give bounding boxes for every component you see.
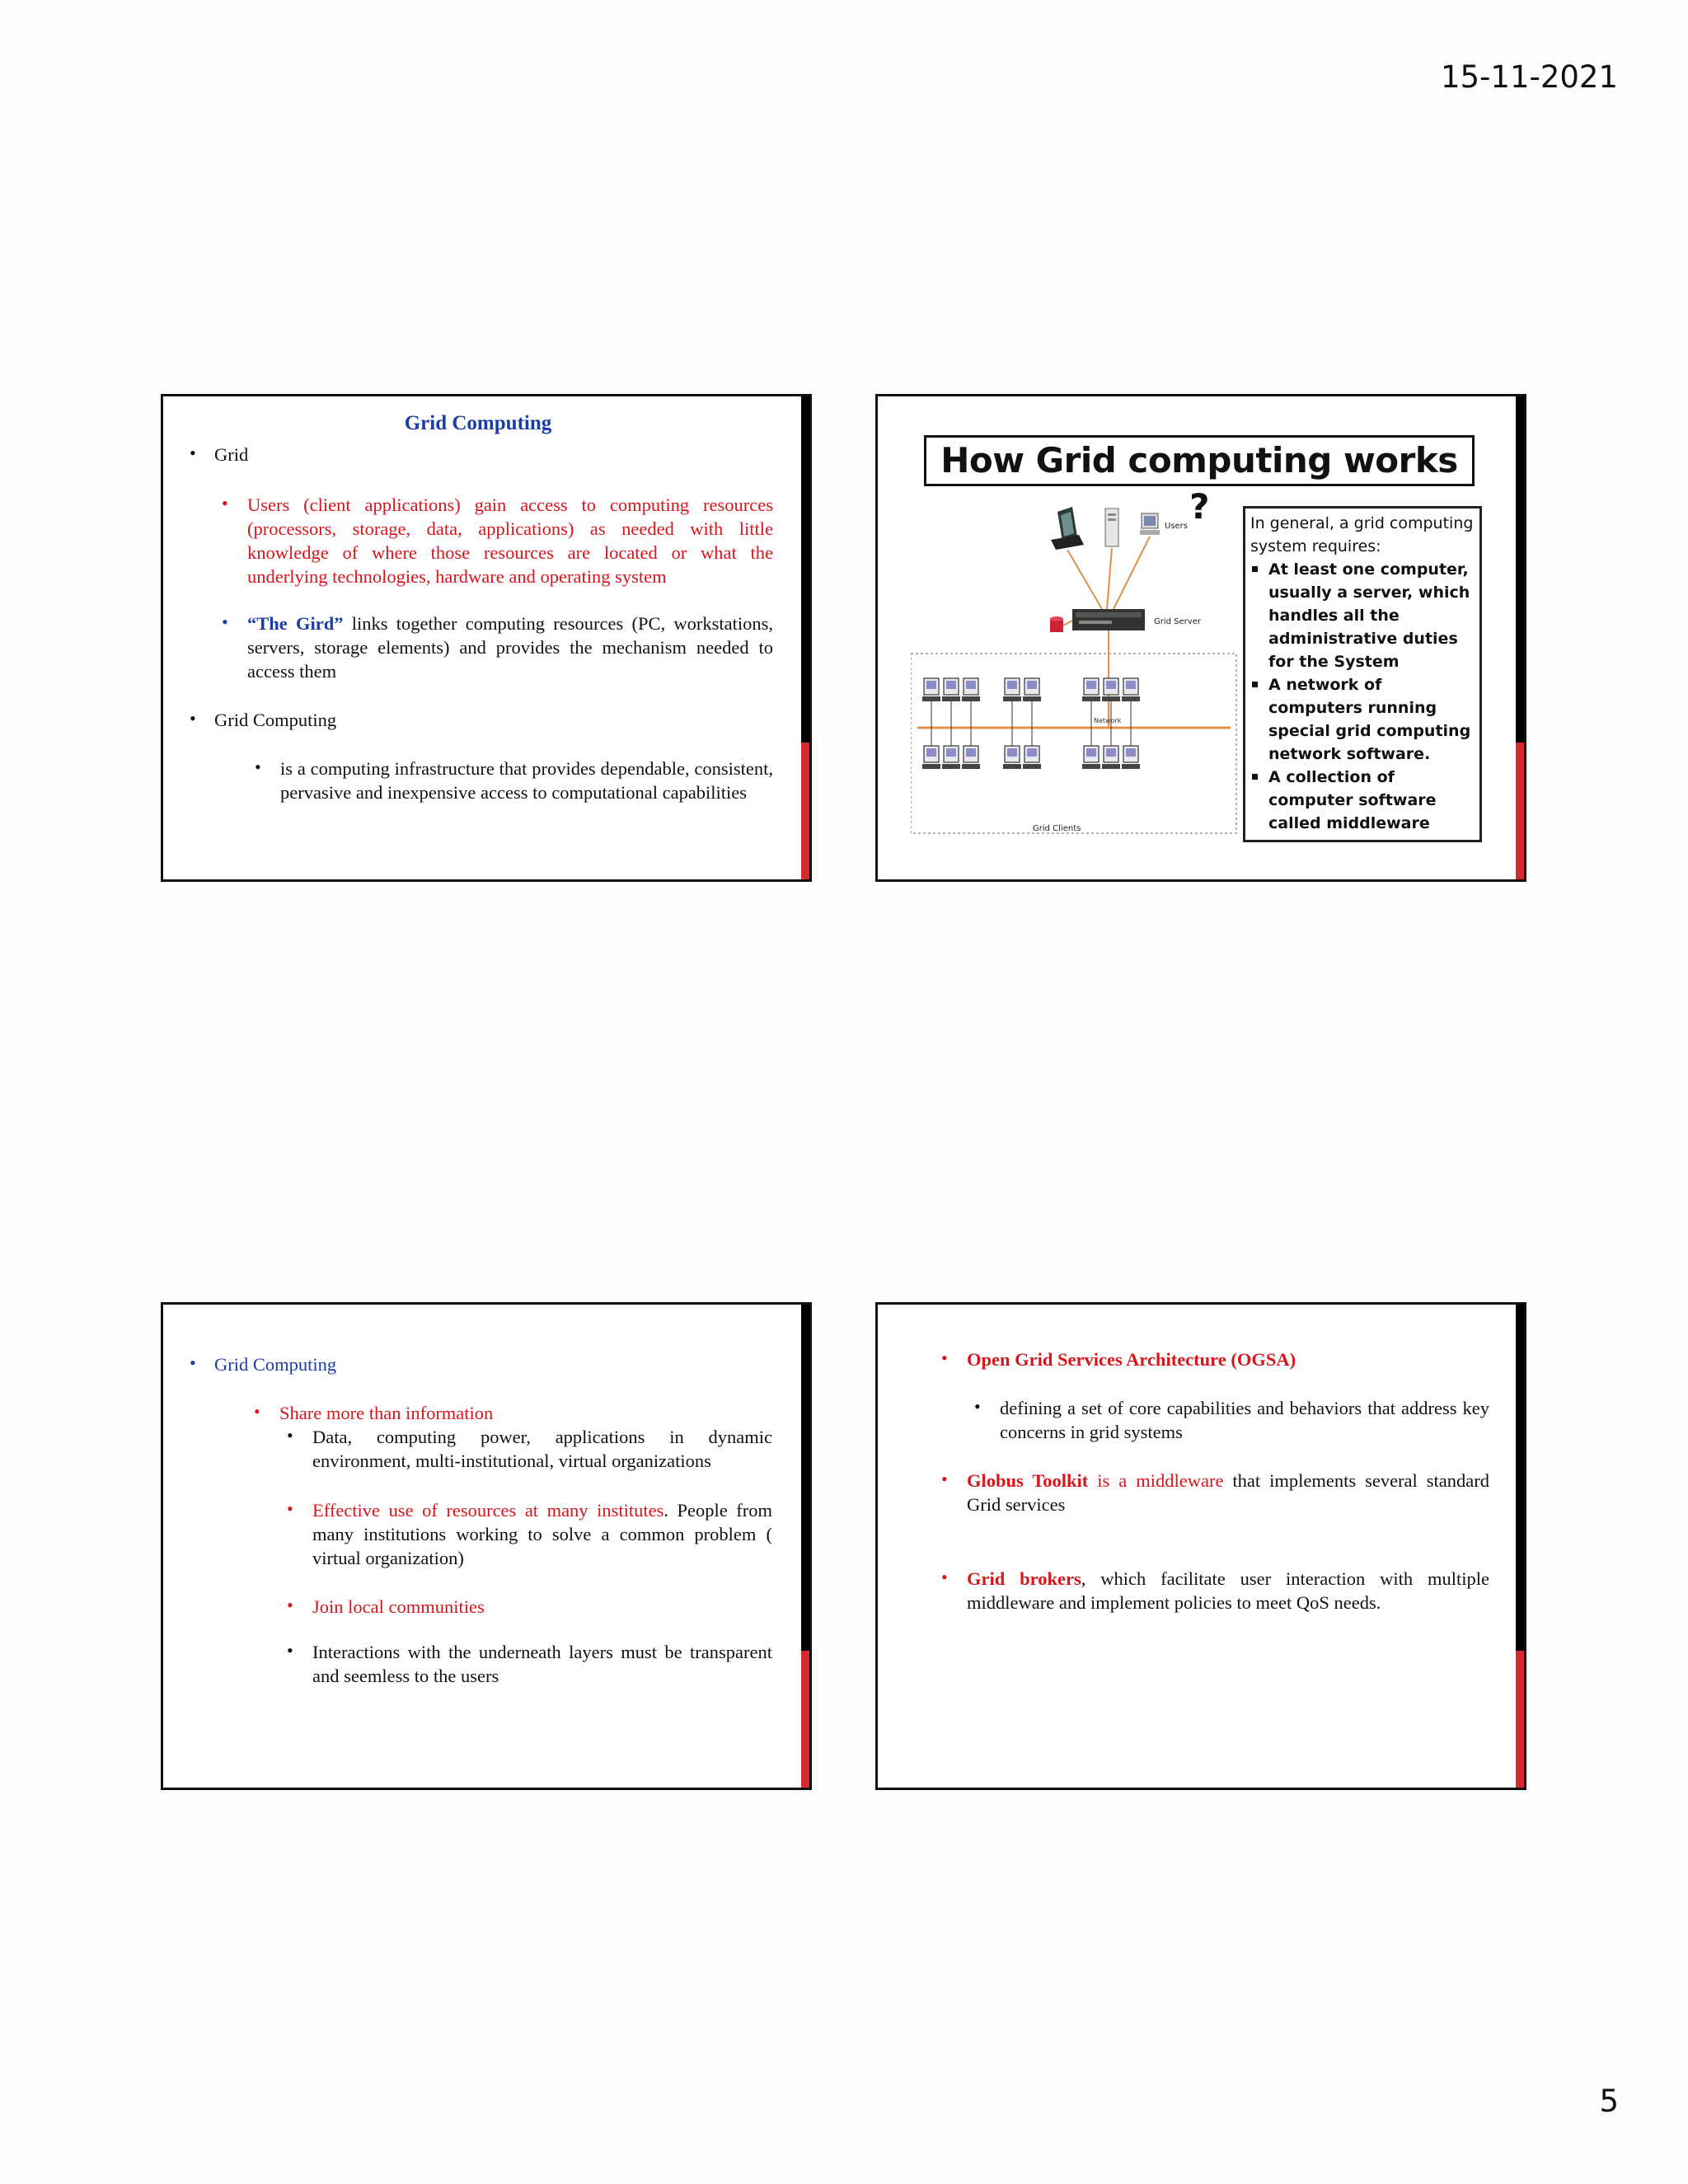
bullet-dot: • <box>254 1401 260 1422</box>
slide-accent-bar-black <box>1516 1305 1524 1651</box>
requirement-item: At least one computer, usually a server, which handles all the administrative duties for the System <box>1250 558 1475 673</box>
globus-term: Globus Toolkit <box>967 1470 1089 1491</box>
join-text: Join local communities <box>312 1596 485 1617</box>
slide-grid-architecture <box>875 1302 1526 1790</box>
laptop-icon <box>1051 507 1084 550</box>
slide-accent-bar-black <box>1516 396 1524 743</box>
square-bullet-icon <box>1252 774 1258 780</box>
gird-term: “The Gird” <box>247 613 344 634</box>
grid-network-diagram <box>911 504 1240 850</box>
page-date: 15-11-2021 <box>1440 59 1618 95</box>
effective-paragraph <box>312 1498 772 1570</box>
share-text: Share more than information <box>279 1403 494 1423</box>
effective-rest: . People from many institutions working to solve a common problem ( virtual organization) <box>312 1500 772 1568</box>
bullet-dot: • <box>190 1352 196 1373</box>
grid-clients-label: Grid Clients <box>1033 824 1081 833</box>
requirements-intro: In general, a grid computing system requires: <box>1250 514 1474 555</box>
grid-computing-label: Grid Computing <box>214 710 337 730</box>
square-bullet-icon <box>1252 566 1258 572</box>
slide-how-grid-works <box>875 394 1526 882</box>
gird-paragraph <box>247 612 773 683</box>
bullet-dot: • <box>255 757 261 777</box>
bullet-dot: • <box>287 1640 293 1661</box>
slide-accent-bar-black <box>801 1305 809 1651</box>
slide-title: How Grid computing works ? <box>924 435 1475 486</box>
slide-grid-computing-sharing <box>161 1302 812 1790</box>
users-text: Users (client applications) gain access to computing resources (processors, storage, data, applications) as needed with little knowledge of where those resources are located or what the underlying technologies, hardware and operating system <box>247 494 773 587</box>
globus-rest: that implements several standard Grid services <box>967 1470 1489 1515</box>
bullet-dot: • <box>190 443 196 463</box>
ogsa-description: defining a set of core capabilities and behaviors that address key concerns in grid systems <box>1000 1398 1489 1442</box>
bullet-dot: • <box>941 1567 948 1587</box>
bullet-dot: • <box>287 1595 293 1615</box>
bullet-dot: • <box>190 708 196 729</box>
data-text: Data, computing power, applications in dynamic environment, multi-institutional, virtual organizations <box>312 1427 772 1471</box>
desktop-pc-icon <box>1140 513 1160 535</box>
ogsa-text: Open Grid Services Architecture (OGSA) <box>967 1349 1296 1370</box>
requirements-box <box>1243 506 1482 842</box>
section-heading: Grid Computing <box>214 1354 337 1375</box>
bullet-dot: • <box>287 1425 293 1446</box>
brokers-term: Grid brokers <box>967 1568 1081 1589</box>
bullet-dot: • <box>974 1396 981 1417</box>
interactions-text: Interactions with the underneath layers must be transparent and seemless to the users <box>312 1642 772 1686</box>
brokers-paragraph <box>967 1567 1489 1615</box>
users-label: Users <box>1165 522 1189 531</box>
grid-label: Grid <box>214 444 249 465</box>
slide-grid-computing <box>161 394 812 882</box>
slide-accent-bar-red <box>1516 743 1524 882</box>
brokers-text: , which facilitate user interaction with multiple middleware and implement policies to meet QoS needs. <box>967 1568 1489 1613</box>
network-label: Network <box>1094 717 1122 724</box>
gird-text: links together computing resources (PC, workstations, servers, storage elements) and provides the mechanism needed to access them <box>247 613 774 682</box>
globus-mid: is a middleware <box>1088 1470 1224 1491</box>
square-bullet-icon <box>1252 682 1258 687</box>
effective-term: Effective use of resources at many institutes <box>312 1500 664 1521</box>
requirement-item: A collection of computer software called middleware <box>1250 766 1475 835</box>
page-number: 5 <box>1599 2083 1619 2119</box>
bullet-dot: • <box>941 1347 948 1368</box>
bullet-dot: • <box>941 1469 948 1489</box>
slide-accent-bar-red <box>801 1651 809 1790</box>
slide-accent-bar-red <box>801 743 809 882</box>
grid-clients-area <box>911 654 1236 833</box>
infra-text: is a computing infrastructure that provides dependable, consistent, pervasive and inexpensive access to computational capabilities <box>280 758 773 803</box>
slide-accent-bar-black <box>801 396 809 743</box>
requirement-item: A network of computers running special grid computing network software. <box>1250 673 1475 766</box>
bullet-dot: • <box>222 493 228 513</box>
slide-accent-bar-red <box>1516 1651 1524 1790</box>
tower-pc-icon <box>1105 509 1118 546</box>
database-icon <box>1050 616 1063 632</box>
bullet-dot: • <box>287 1498 293 1519</box>
server-icon <box>1072 609 1145 630</box>
slide-title: Grid Computing <box>404 412 552 434</box>
bullet-dot: • <box>222 612 228 632</box>
grid-server-label: Grid Server <box>1154 617 1201 626</box>
globus-paragraph <box>967 1469 1489 1516</box>
